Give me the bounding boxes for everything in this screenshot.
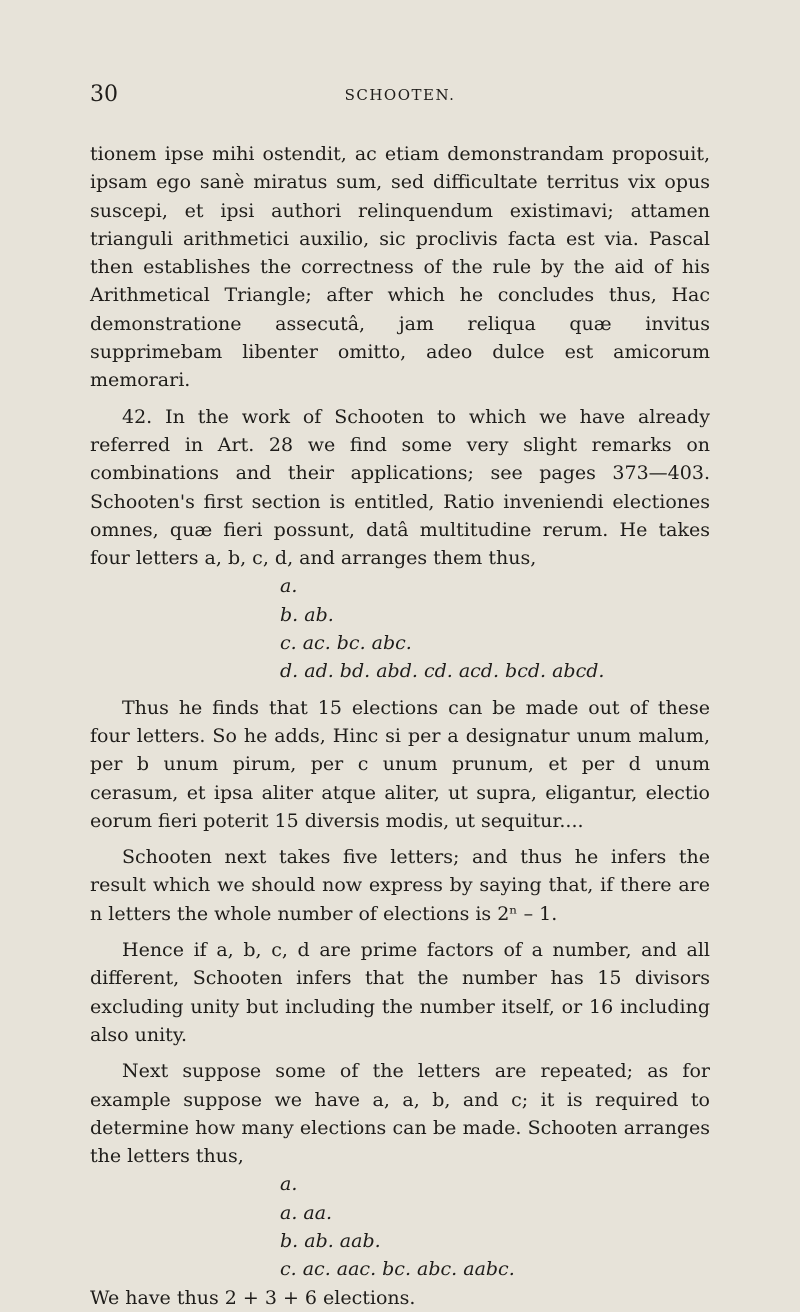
schema-row: b. ab. aab. bbox=[280, 1229, 381, 1252]
page-header bbox=[90, 82, 710, 112]
schema-row: a. bbox=[280, 1173, 298, 1196]
schema-row: c. ac. bc. abc. bbox=[280, 632, 412, 655]
schema-row: b. ab. bbox=[280, 603, 334, 626]
paragraph-fifteen-elections: Thus he finds that 15 elections can be made out of these four letters. So he adds, Hinc si per a designatur unum malum, per b unum pirum, per c unum prunum, et per d unum cerasum, et ipsa aliter atque aliter, ut supra, eligantur, electio eorum fieri poterit 15 diversis modis, ut sequitur.... bbox=[90, 696, 710, 832]
paragraph-continuation: tionem ipse mihi ostendit, ac etiam demonstrandam proposuit, ipsam ego sanè miratus sum, sed difficultate territus vix opus suscepi, et ipsi authori relinquendum existimavi; attamen trianguli arithmetici auxilio, sic proclivis facta est via. Pascal then establishes the correctness of the rule by the aid of his Arithmetical Triangle; after which he concludes thus, Hac demonstratione assecutâ, jam reliqua quæ invitus supprimebam libenter omitto, adeo dulce est amicorum memorari. bbox=[90, 143, 710, 392]
schema-row: a. bbox=[280, 575, 298, 598]
combination-schema-four-letters bbox=[90, 572, 710, 685]
schema-row: a. aa. bbox=[280, 1201, 333, 1224]
running-title: SCHOOTEN. bbox=[344, 86, 456, 104]
paragraph-five-letters: Schooten next takes five letters; and thus he infers the result which we should now express by saying that, if there are n letters the whole number of elections is 2ⁿ – 1. bbox=[90, 846, 710, 925]
paragraph-prime-factors: Hence if a, b, c, d are prime factors of a number, and all different, Schooten infers that the number has 15 divisors excluding unity but including the number itself, or 16 including also unity. bbox=[90, 939, 710, 1046]
page-number: 30 bbox=[90, 82, 118, 107]
paragraph-art-42: 42. In the work of Schooten to which we have already referred in Art. 28 we find some very slight remarks on combinations and their applications; see pages 373—403. Schooten's first section is entitled, Ratio inveniendi electiones omnes, quæ fieri possunt, datâ multitudine rerum. He takes four letters a, b, c, d, and arranges them thus, bbox=[90, 405, 710, 570]
schema-row: d. ad. bd. abd. cd. acd. bcd. abcd. bbox=[280, 660, 605, 683]
body-text bbox=[90, 140, 710, 1312]
paragraph-conclusion: We have thus 2 + 3 + 6 elections. bbox=[90, 1286, 416, 1309]
schema-row: c. ac. aac. bc. abc. aabc. bbox=[280, 1258, 515, 1281]
paragraph-repeated-letters: Next suppose some of the letters are repeated; as for example suppose we have a, a, b, and c; it is required to determine how many elections can be made. Schooten arranges the letters thus, bbox=[90, 1060, 710, 1168]
